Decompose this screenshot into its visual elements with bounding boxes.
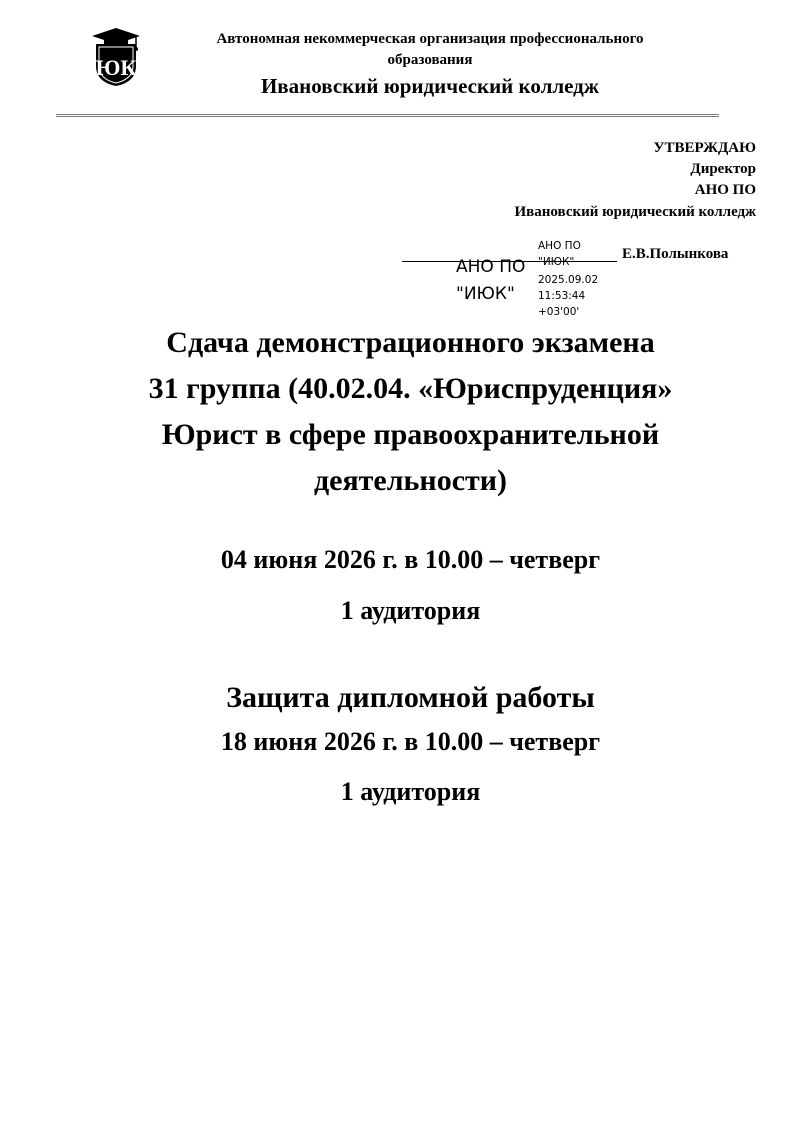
approval-position: Директор (690, 161, 756, 177)
organization-name-line1: Автономная некоммерческая организация профессионального (216, 31, 644, 47)
exam-title-line2: 31 группа (40.02.04. «Юриспруденция» (148, 372, 673, 405)
approval-heading: УТВЕРЖДАЮ (653, 140, 756, 156)
digital-signature-name-line1: АНО ПО (456, 257, 526, 277)
digital-signature-time: 11:53:44 (538, 290, 586, 302)
exam-title-line3: Юрист в сфере правоохранительной (161, 418, 660, 451)
defense-title: Защита дипломной работы (226, 681, 595, 714)
approval-college: Ивановский юридический колледж (514, 204, 756, 220)
college-name: Ивановский юридический колледж (260, 74, 600, 98)
defense-room: 1 аудитория (340, 777, 481, 806)
approval-org: АНО ПО (694, 182, 756, 198)
college-logo (88, 26, 144, 88)
exam-date: 04 июня 2026 г. в 10.00 – четверг (220, 545, 601, 574)
defense-date: 18 июня 2026 г. в 10.00 – четверг (220, 727, 601, 756)
exam-title-line4: деятельности) (313, 464, 508, 497)
organization-name-line2: образования (387, 52, 473, 68)
digital-signature-timezone: +03'00' (538, 306, 580, 318)
digital-signature-date: 2025.09.02 (538, 274, 599, 286)
college-logo-icon (88, 26, 144, 88)
digital-signature-detail-1: АНО ПО (538, 240, 581, 252)
logo-text: ЮК (95, 55, 137, 80)
exam-title-line1: Сдача демонстрационного экзамена (166, 326, 655, 359)
exam-room: 1 аудитория (340, 596, 481, 625)
digital-signature-name-line2: "ИЮК" (456, 284, 515, 304)
digital-signature-detail-2: "ИЮК" (538, 256, 575, 268)
header-divider (56, 114, 719, 117)
director-name: Е.В.Полынкова (622, 246, 729, 262)
